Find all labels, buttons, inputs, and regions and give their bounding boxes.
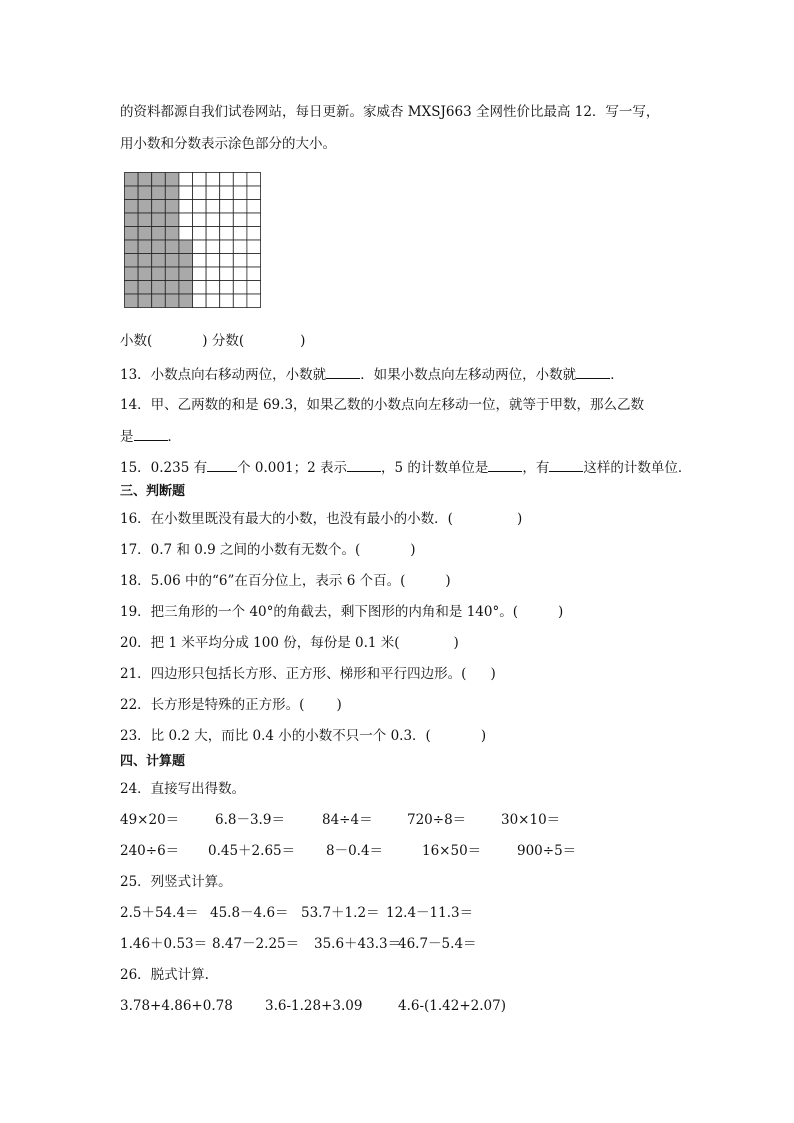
- expression: 45.8－4.6＝: [210, 905, 289, 921]
- grid-cell: [179, 186, 193, 200]
- grid-cell: [247, 294, 261, 308]
- grid-cell: [193, 186, 207, 200]
- grid-cell-shaded: [165, 213, 179, 227]
- grid-cell-shaded: [165, 240, 179, 254]
- grid-cell: [220, 240, 234, 254]
- expression: 12.4－11.3＝: [386, 905, 474, 921]
- judge-item: [120, 604, 563, 620]
- intro-line-1: 的资料都源自我们试卷网站，每日更新。家威杏 MXSJ663 全网性价比最高 12．写一写，: [120, 104, 660, 120]
- q15-blank-3[interactable]: [488, 459, 522, 472]
- grid-cell: [179, 213, 193, 227]
- grid-cell: [193, 200, 207, 214]
- q14-blank[interactable]: [134, 428, 168, 441]
- grid-cell: [233, 294, 247, 308]
- expression: 4.6-(1.42+2.07): [398, 998, 506, 1014]
- grid-cell-shaded: [165, 267, 179, 281]
- grid-cell-shaded: [138, 200, 152, 214]
- grid-cell-shaded: [125, 186, 139, 200]
- judge-item: [120, 573, 451, 589]
- decimal-label: 小数(: [120, 333, 153, 349]
- judge-text: 18．5.06 中的“6”在百分位上，表示 6 个百。(: [120, 573, 406, 589]
- expression: 2.5＋54.4＝: [120, 905, 199, 921]
- judge-text: 19．把三角形的一个 40°的角截去，剩下图形的内角和是 140°。(: [120, 604, 518, 620]
- judge-item: [120, 697, 342, 713]
- judge-item: [120, 635, 459, 651]
- grid-cell-shaded: [179, 240, 193, 254]
- grid-cell: [220, 267, 234, 281]
- judge-item: [120, 511, 522, 527]
- q26-title: 26．脱式计算.: [120, 967, 209, 983]
- grid-cell: [179, 200, 193, 214]
- grid-cell: [247, 254, 261, 268]
- grid-cell: [233, 186, 247, 200]
- grid-cell-shaded: [138, 227, 152, 241]
- grid-cell: [179, 227, 193, 241]
- q13-text-a: 13．小数点向右移动两位，小数就: [120, 367, 327, 383]
- q13-text-b: ．如果小数点向左移动两位，小数就: [360, 367, 577, 383]
- grid-cell: [193, 294, 207, 308]
- judge-item: [120, 728, 486, 744]
- grid-cell-shaded: [152, 186, 166, 200]
- judge-text: 20．把 1 米平均分成 100 份，每份是 0.1 米(: [120, 635, 400, 651]
- grid-cell: [220, 173, 234, 187]
- q15-text-c: ，5 的计数单位是: [380, 460, 489, 476]
- expression: 240÷6＝: [120, 843, 180, 859]
- decimal-close: ): [202, 333, 208, 349]
- judge-text: 16．在小数里既没有最大的小数，也没有最小的小数．(: [120, 511, 453, 527]
- judge-close: ): [453, 635, 459, 651]
- q15-text-a: 15．0.235 有: [120, 460, 208, 476]
- grid-cell: [220, 200, 234, 214]
- q14-text-a: 是: [120, 429, 134, 445]
- grid-cell-shaded: [165, 254, 179, 268]
- grid-cell: [206, 281, 220, 295]
- grid-cell-shaded: [138, 281, 152, 295]
- judge-close: ): [336, 697, 342, 713]
- judge-text: 17．0.7 和 0.9 之间的小数有无数个。(: [120, 542, 361, 558]
- grid-cell-shaded: [138, 267, 152, 281]
- grid-cell: [233, 213, 247, 227]
- grid-cell: [247, 186, 261, 200]
- grid-cell: [193, 173, 207, 187]
- q15-blank-1[interactable]: [207, 459, 237, 472]
- q15-blank-4[interactable]: [549, 459, 583, 472]
- grid-cell-shaded: [152, 173, 166, 187]
- grid-cell: [193, 213, 207, 227]
- expression: 49×20＝: [120, 812, 180, 828]
- grid-cell-shaded: [125, 254, 139, 268]
- grid-cell: [233, 200, 247, 214]
- expression: 46.7－5.4＝: [398, 936, 477, 952]
- grid-cell: [233, 281, 247, 295]
- grid-cell-shaded: [125, 281, 139, 295]
- judge-item: [120, 542, 416, 558]
- question-15: [120, 459, 691, 476]
- grid-cell-shaded: [125, 240, 139, 254]
- q15-text-e: 这样的计数单位．: [583, 460, 692, 476]
- grid-cell-shaded: [152, 240, 166, 254]
- grid-cell-shaded: [152, 267, 166, 281]
- grid-cell-shaded: [179, 267, 193, 281]
- expression: 84÷4＝: [322, 812, 373, 828]
- grid-cell: [206, 227, 220, 241]
- grid-cell: [233, 240, 247, 254]
- grid-cell-shaded: [138, 186, 152, 200]
- q13-text-c: ．: [610, 367, 624, 383]
- question-13: [120, 366, 624, 383]
- q25-title: 25．列竖式计算。: [120, 874, 232, 890]
- expression: 1.46＋0.53＝: [120, 936, 208, 952]
- expression: 900÷5＝: [517, 843, 577, 859]
- grid-cell-shaded: [125, 294, 139, 308]
- judge-close: ): [410, 542, 416, 558]
- grid-cell-shaded: [125, 227, 139, 241]
- grid-cell: [193, 227, 207, 241]
- section-judge-title: 三、判断题: [120, 484, 186, 499]
- grid-cell-shaded: [165, 173, 179, 187]
- grid-cell: [193, 267, 207, 281]
- question-14-line-2: [120, 428, 181, 445]
- judge-close: ): [516, 511, 523, 527]
- grid-cell-shaded: [125, 213, 139, 227]
- q24-title: 24．直接写出得数。: [120, 781, 246, 797]
- grid-cell-shaded: [179, 281, 193, 295]
- grid-cell-shaded: [152, 294, 166, 308]
- expression: 0.45＋2.65＝: [208, 843, 296, 859]
- grid-answer-line: [120, 333, 305, 349]
- grid-cell: [233, 254, 247, 268]
- grid-cell: [233, 173, 247, 187]
- hundred-grid: [124, 172, 261, 308]
- grid-cell: [206, 213, 220, 227]
- grid-cell-shaded: [152, 254, 166, 268]
- expression: 8.47－2.25＝: [212, 936, 300, 952]
- grid-cell: [247, 173, 261, 187]
- grid-cell-shaded: [179, 294, 193, 308]
- grid-cell-shaded: [165, 200, 179, 214]
- q15-text-b: 个 0.001；2 表示: [237, 460, 347, 476]
- grid-cell: [206, 267, 220, 281]
- expression: 16×50＝: [422, 843, 482, 859]
- grid-cell-shaded: [125, 173, 139, 187]
- expression: 35.6＋43.3＝: [314, 936, 402, 952]
- grid-cell-shaded: [138, 294, 152, 308]
- expression: 30×10＝: [501, 812, 561, 828]
- grid-cell-shaded: [152, 213, 166, 227]
- grid-cell-shaded: [152, 200, 166, 214]
- grid-cell: [247, 267, 261, 281]
- grid-cell: [179, 173, 193, 187]
- grid-cell: [220, 186, 234, 200]
- intro-line-2: 用小数和分数表示涂色部分的大小。: [120, 136, 336, 152]
- grid-cell-shaded: [125, 267, 139, 281]
- grid-cell: [193, 240, 207, 254]
- q15-blank-2[interactable]: [347, 459, 381, 472]
- judge-text: 22．长方形是特殊的正方形。(: [120, 697, 305, 713]
- judge-close: ): [557, 604, 564, 620]
- hundred-grid-svg: [124, 172, 261, 308]
- expression: 720÷8＝: [407, 812, 467, 828]
- grid-cell-shaded: [138, 240, 152, 254]
- grid-cell: [193, 254, 207, 268]
- grid-cell-shaded: [125, 200, 139, 214]
- grid-cell: [206, 254, 220, 268]
- q13-blank-1[interactable]: [326, 366, 360, 379]
- expression: 3.6-1.28+3.09: [265, 998, 363, 1014]
- q13-blank-2[interactable]: [576, 366, 610, 379]
- question-14-line-1: 14．甲、乙两数的和是 69.3，如果乙数的小数点向左移动一位，就等于甲数，那么乙数: [120, 397, 645, 413]
- grid-cell: [220, 213, 234, 227]
- grid-cell-shaded: [138, 213, 152, 227]
- judge-text: 23．比 0.2 大，而比 0.4 小的小数不只一个 0.3．(: [120, 728, 431, 744]
- grid-cell: [193, 281, 207, 295]
- grid-cell: [220, 227, 234, 241]
- grid-cell-shaded: [165, 294, 179, 308]
- grid-cell-shaded: [165, 186, 179, 200]
- grid-cell-shaded: [165, 281, 179, 295]
- expression: 8－0.4＝: [326, 843, 384, 859]
- grid-cell-shaded: [138, 173, 152, 187]
- grid-cell: [247, 213, 261, 227]
- judge-item: [120, 666, 496, 682]
- grid-cell: [220, 254, 234, 268]
- grid-cell: [206, 186, 220, 200]
- grid-cell-shaded: [165, 227, 179, 241]
- grid-cell: [206, 240, 220, 254]
- grid-cell: [247, 200, 261, 214]
- grid-cell: [206, 200, 220, 214]
- q14-text-b: ．: [167, 429, 181, 445]
- grid-cell: [233, 267, 247, 281]
- grid-cell: [233, 227, 247, 241]
- judge-text: 21．四边形只包括长方形、正方形、梯形和平行四边形。(: [120, 666, 467, 682]
- expression: 3.78+4.86+0.78: [120, 998, 233, 1014]
- expression: 53.7＋1.2＝: [301, 905, 380, 921]
- judge-close: ): [490, 666, 496, 682]
- grid-cell: [247, 240, 261, 254]
- grid-cell-shaded: [138, 254, 152, 268]
- grid-cell: [206, 173, 220, 187]
- fraction-label: 分数(: [211, 333, 245, 349]
- section-calc-title: 四、计算题: [120, 754, 186, 769]
- grid-cell: [247, 227, 261, 241]
- fraction-close: ): [300, 333, 306, 349]
- grid-cell: [220, 294, 234, 308]
- grid-cell: [206, 294, 220, 308]
- judge-close: ): [445, 573, 451, 589]
- grid-cell-shaded: [152, 281, 166, 295]
- judge-close: ): [480, 728, 487, 744]
- grid-cell: [220, 281, 234, 295]
- q15-text-d: ，有: [522, 460, 550, 476]
- expression: 6.8－3.9＝: [215, 812, 285, 828]
- grid-cell: [247, 281, 261, 295]
- grid-cell-shaded: [152, 227, 166, 241]
- grid-cell-shaded: [179, 254, 193, 268]
